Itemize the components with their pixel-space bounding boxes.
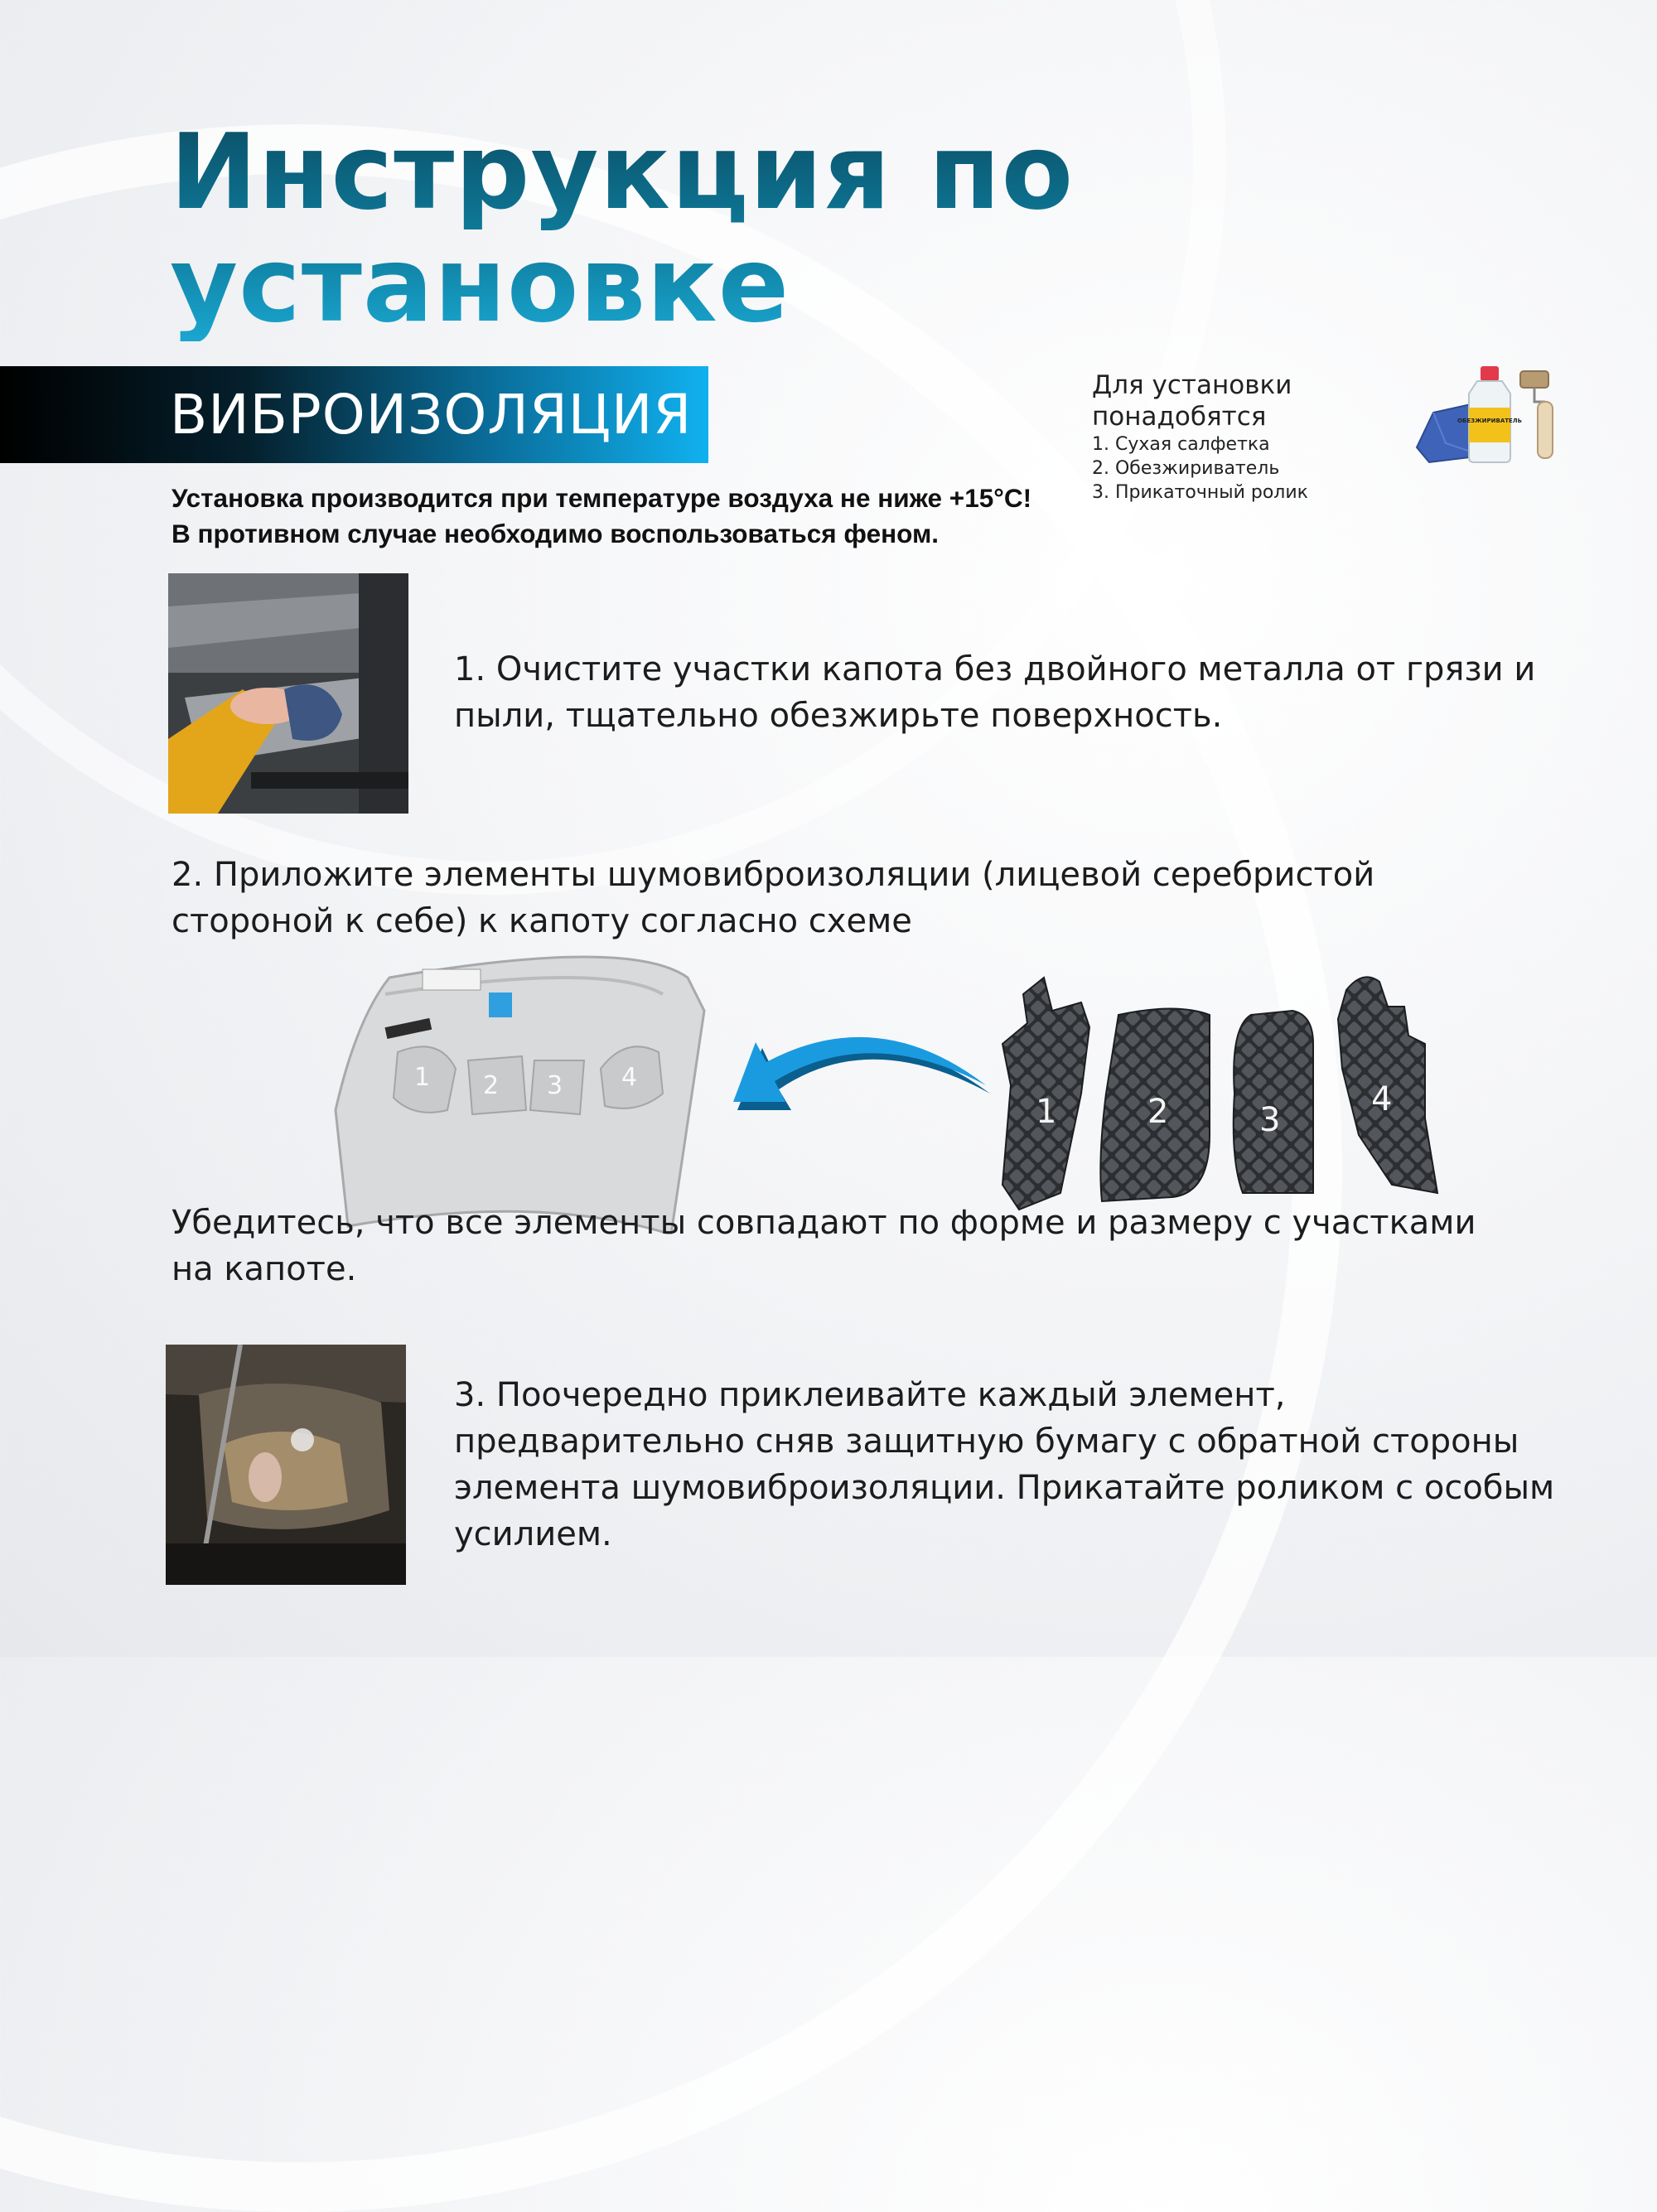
piece-1 <box>1002 978 1089 1210</box>
step3-photo <box>166 1345 406 1585</box>
piece-label: 1 <box>1036 1093 1057 1131</box>
section-title: ВИБРОИЗОЛЯЦИЯ <box>170 383 693 447</box>
hood-label: 4 <box>621 1063 638 1092</box>
step2-text: 2. Приложите элементы шумовиброизоляции (лицевой серебристой стороной к себе) к капоту согласно схеме <box>171 856 1375 940</box>
piece-label: 2 <box>1147 1093 1169 1131</box>
roller-icon <box>1520 371 1553 458</box>
piece-4 <box>1338 977 1437 1193</box>
page-title: Инструкция по установке <box>170 116 1657 341</box>
warning-line: В противном случае необходимо воспользоваться феном. <box>171 519 940 548</box>
piece-3 <box>1234 1011 1313 1193</box>
supplies-item: 1. Сухая салфетка <box>1092 434 1270 455</box>
step3-text: 3. Поочередно приклеивайте каждый элемент, предварительно сняв защитную бумагу с обратной стороны элемента шумовиброизоляции. Прикатайте роликом с особым усилием. <box>454 1376 1555 1553</box>
piece-label: 3 <box>1259 1101 1281 1139</box>
svg-text:ОБЕЗЖИРИВАТЕЛЬ: ОБЕЗЖИРИВАТЕЛЬ <box>1457 418 1522 424</box>
piece-2 <box>1100 1009 1210 1202</box>
piece-label: 4 <box>1371 1080 1393 1118</box>
arrow-left-icon <box>733 1037 990 1110</box>
hood-label: 1 <box>414 1063 431 1092</box>
match-note-text: Убедитесь, что все элементы совпадают по форме и размеру с участками на капоте. <box>171 1204 1476 1288</box>
step1-photo <box>168 573 408 814</box>
section-banner <box>0 366 708 463</box>
supplies-item: 2. Обезжириватель <box>1092 458 1280 479</box>
supplies-item: 3. Прикаточный ролик <box>1092 482 1308 503</box>
hood-label: 2 <box>483 1071 500 1100</box>
supplies-image <box>1413 365 1566 464</box>
hood-image <box>336 957 704 1234</box>
step1-text: 1. Очистите участки капота без двойного металла от грязи и пыли, тщательно обезжирьте поверхность. <box>454 650 1536 735</box>
hood-label: 3 <box>547 1071 563 1100</box>
installation-diagram <box>331 944 1508 1234</box>
supplies-heading: Для установки понадобятся <box>1092 370 1292 432</box>
temperature-warning <box>171 481 1031 552</box>
warning-line: Установка производится при температуре воздуха не ниже +15°С! <box>171 483 1032 513</box>
